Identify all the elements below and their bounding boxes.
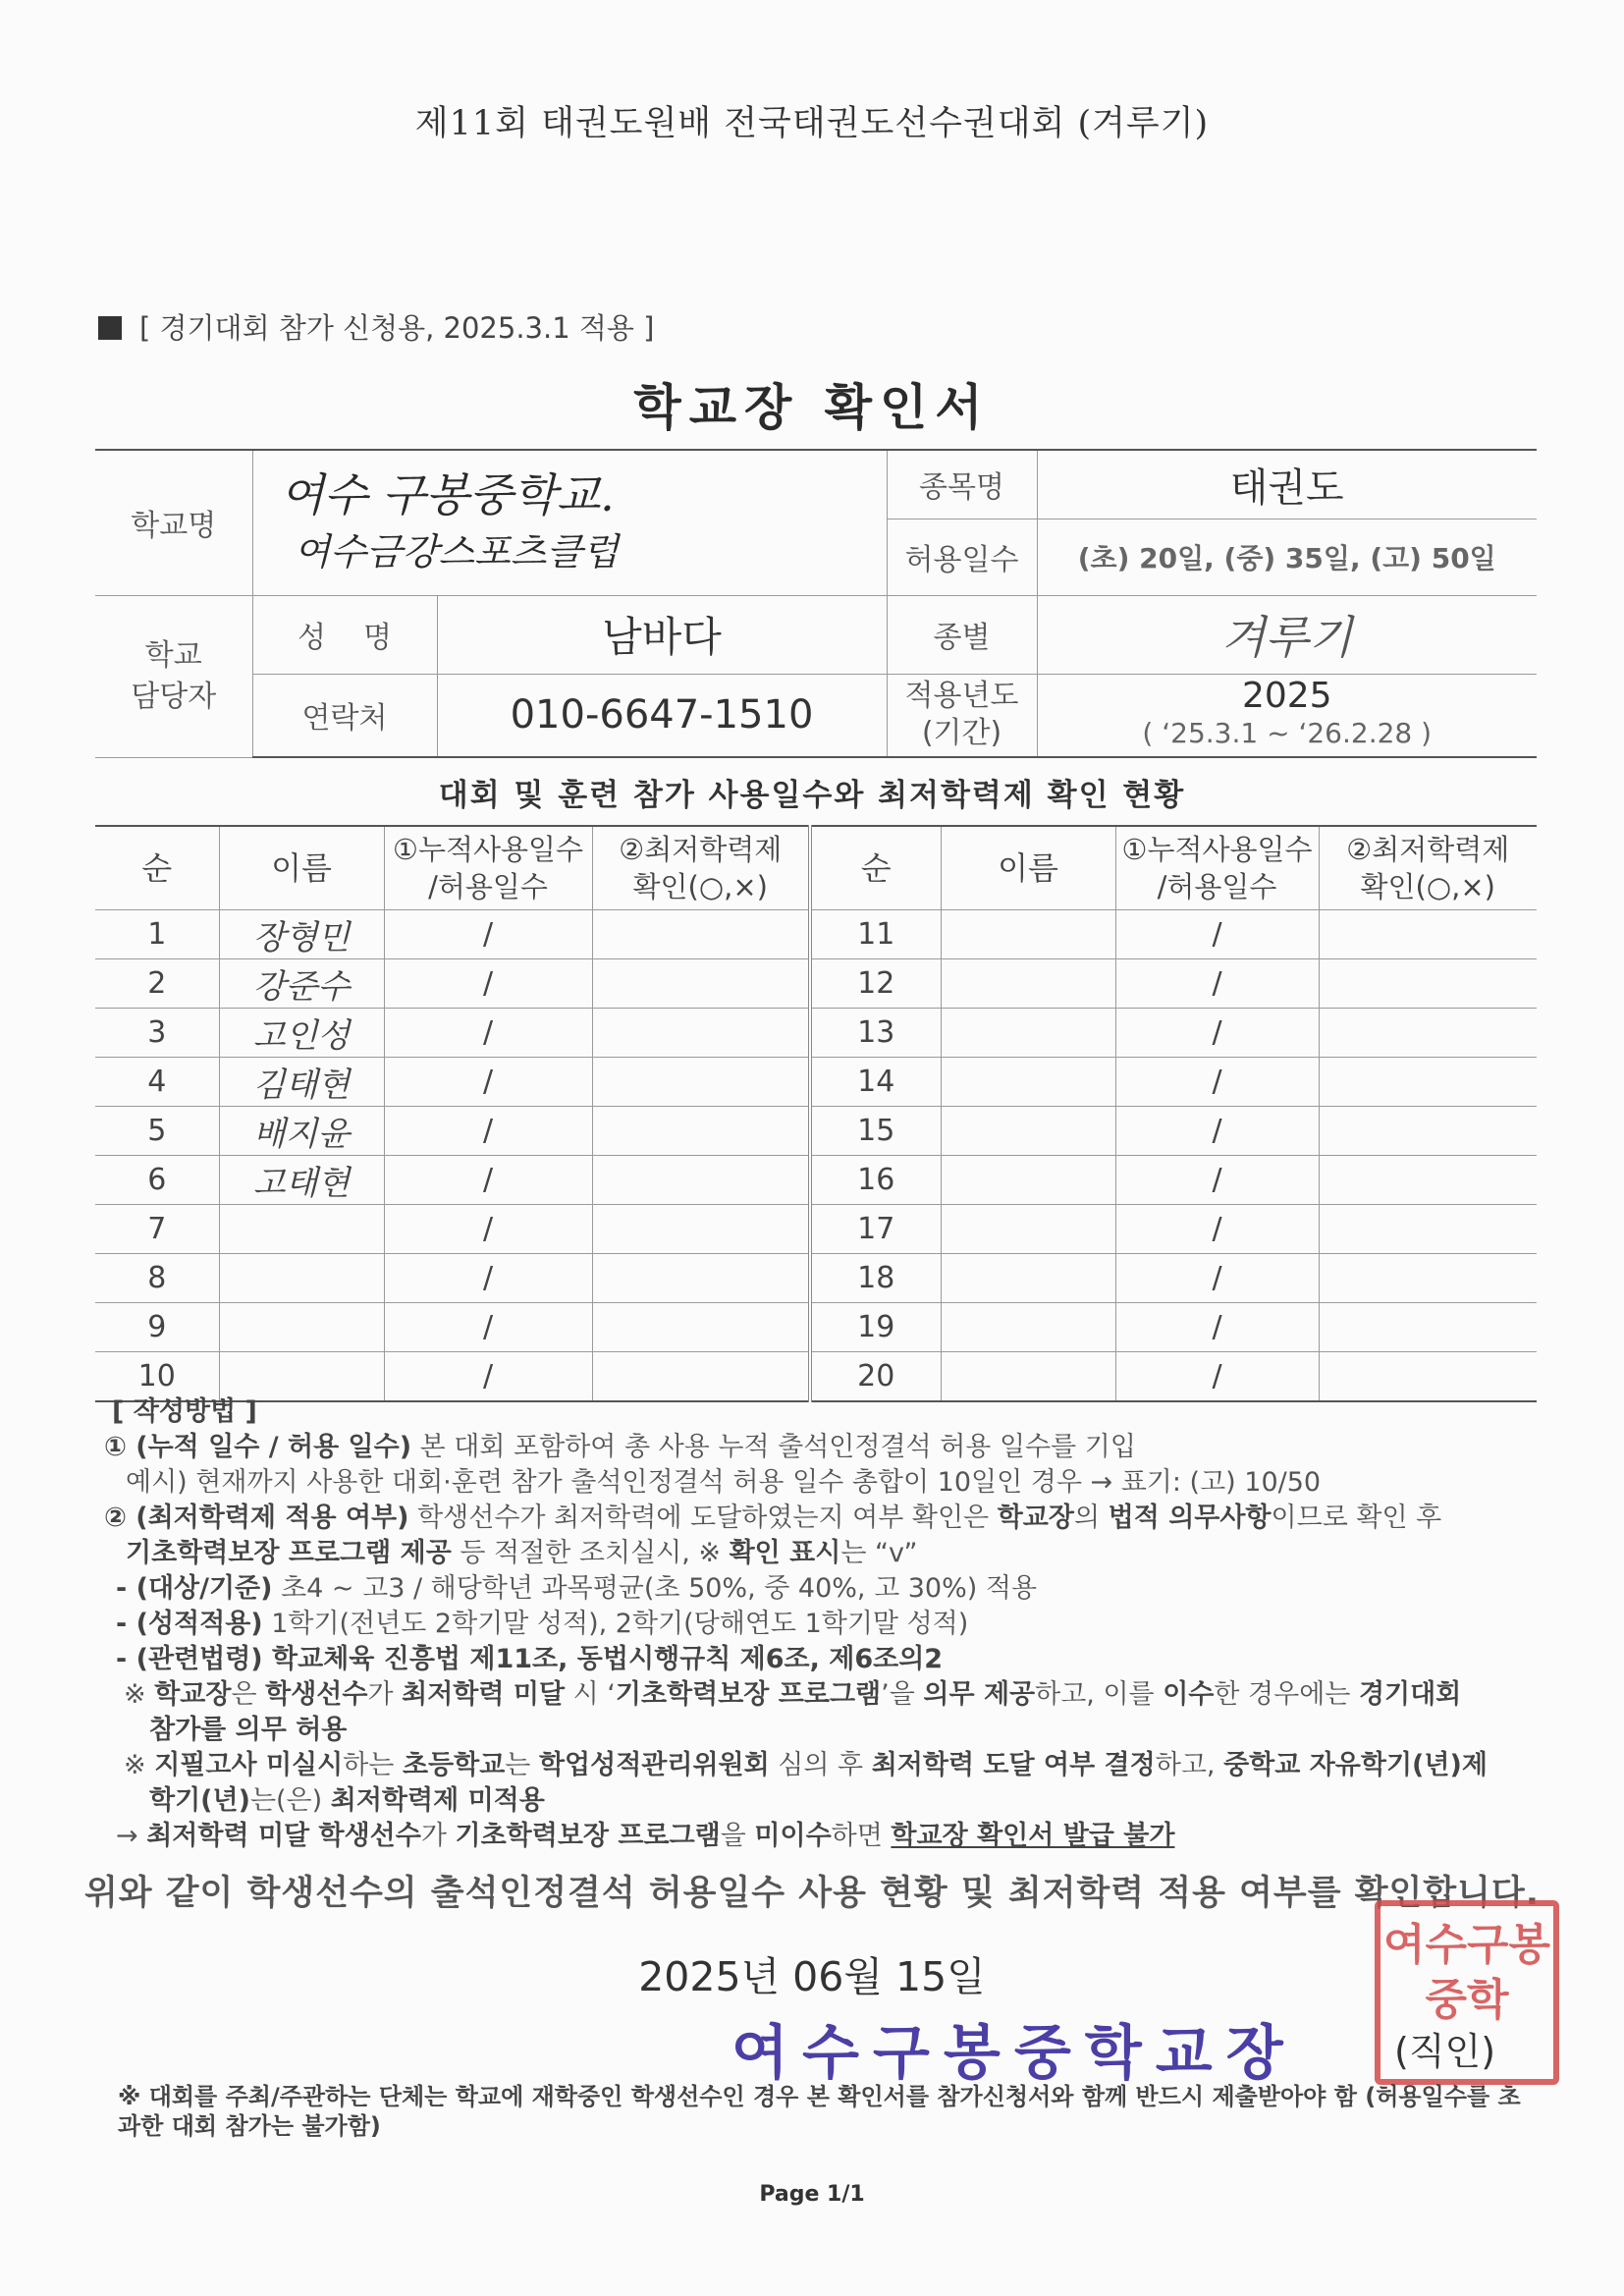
table-row <box>95 1352 1537 1402</box>
allowed-days-value: (초) 20일, (중) 35일, (고) 50일 <box>1037 519 1537 595</box>
row-no-left: 9 <box>95 1303 219 1352</box>
document-title: 학교장 확인서 <box>633 379 991 436</box>
row-name-left: 강준수 <box>219 959 384 1009</box>
manager-label <box>95 595 252 757</box>
row-name-left: 김태현 <box>219 1058 384 1107</box>
header-days-left-1: ①누적사용일수 <box>392 833 584 866</box>
row-no-left: 2 <box>95 959 219 1009</box>
table-row <box>95 910 1537 959</box>
guide-line-11: 학기(년)는(은) 최저학력제 미적용 <box>149 1785 545 1816</box>
guide-line-9: 참가를 의무 허용 <box>149 1715 348 1745</box>
guide-line-4: 기초학력보장 프로그램 제공 등 적절한 조치실시, ※ 확인 표시는 “v” <box>126 1538 918 1568</box>
header-days-left-2: /허용일수 <box>428 870 548 903</box>
row-name-left <box>219 1303 384 1352</box>
table-row <box>95 1107 1537 1156</box>
manager-label-2: 담당자 <box>131 679 217 714</box>
guide-line-12: → 최저학력 미달 학생선수가 기초학력보장 프로그램을 미이수하면 학교장 확인서 발급 불가 <box>116 1821 1175 1851</box>
row-name-left: 고태현 <box>219 1156 384 1205</box>
row-no-left: 4 <box>95 1058 219 1107</box>
row-days-right: / <box>1115 1107 1319 1156</box>
header-days-left <box>384 826 592 910</box>
seal-text: 여수구봉중학 <box>1382 1920 1550 2025</box>
row-academic-left <box>592 1254 810 1303</box>
info-table <box>95 449 1537 758</box>
row-days-right: / <box>1115 1205 1319 1254</box>
row-name-left <box>219 1254 384 1303</box>
row-no-right: 12 <box>810 959 941 1009</box>
row-days-left: / <box>384 1254 592 1303</box>
row-no-right: 11 <box>810 910 941 959</box>
row-no-left: 1 <box>95 910 219 959</box>
row-name-right <box>941 959 1115 1009</box>
guide-line-7: - (관련법령) 학교체육 진흥법 제11조, 동법시행규칙 제6조, 제6조의2 <box>116 1644 944 1674</box>
row-academic-right <box>1319 1303 1537 1352</box>
category-label: 종별 <box>887 595 1037 674</box>
table-row <box>95 1058 1537 1107</box>
row-no-left: 8 <box>95 1254 219 1303</box>
guide-line-10: ※ 지필고사 미실시하는 초등학교는 학업성적관리위원회 심의 후 최저학력 도달 여부 결정하고, 중학교 자유학기(년)제 <box>124 1750 1488 1780</box>
row-academic-right <box>1319 1205 1537 1254</box>
sport-value: 태권도 <box>1037 450 1537 519</box>
guide-heading: [ 작성방법 ] <box>112 1396 257 1427</box>
row-no-right: 18 <box>810 1254 941 1303</box>
roster-table <box>95 825 1537 1402</box>
row-no-right: 17 <box>810 1205 941 1254</box>
row-days-left: / <box>384 1303 592 1352</box>
school-name-cell <box>252 450 887 595</box>
seal-label: (직인) <box>1394 2030 1496 2073</box>
row-days-right: / <box>1115 1009 1319 1058</box>
row-days-right: / <box>1115 959 1319 1009</box>
table-row <box>95 959 1537 1009</box>
header-days-right-2: /허용일수 <box>1157 870 1277 903</box>
header-days-right-1: ①누적사용일수 <box>1121 833 1313 866</box>
row-name-right <box>941 1205 1115 1254</box>
guide-line-8: ※ 학교장은 학생선수가 최저학력 미달 시 ‘기초학력보장 프로그램’을 의무 제공하고, 이를 이수한 경우에는 경기대회 <box>124 1679 1462 1710</box>
row-academic-right <box>1319 910 1537 959</box>
school-name-line2: 여수금강스포츠클럽 <box>294 530 619 574</box>
row-name-right <box>941 1058 1115 1107</box>
row-name-left: 배지윤 <box>219 1107 384 1156</box>
confirmation-statement: 위와 같이 학생선수의 출석인정결석 허용일수 사용 현황 및 최저학력 적용 여부를 확인합니다. <box>83 1874 1541 1913</box>
square-bullet-icon <box>98 316 122 340</box>
row-academic-left <box>592 1058 810 1107</box>
principal-name-stamp: 여수구봉중학교장 <box>731 2019 1297 2088</box>
table-row <box>95 1205 1537 1254</box>
row-days-left: / <box>384 1009 592 1058</box>
guide-line-3: ② (최저학력제 적용 여부) 학생선수가 최저학력에 도달하였는지 여부 확인은 학교장의 법적 의무사항이므로 확인 후 <box>104 1503 1442 1533</box>
header-academic-right-1: ②최저학력제 <box>1346 833 1510 866</box>
header-days-right <box>1115 826 1319 910</box>
contact-label: 연락처 <box>252 674 437 757</box>
row-academic-left <box>592 1009 810 1058</box>
row-days-right: / <box>1115 910 1319 959</box>
table-row <box>95 1156 1537 1205</box>
table-row <box>95 1009 1537 1058</box>
row-academic-right <box>1319 959 1537 1009</box>
header-academic-left-2: 확인(○,×) <box>632 870 768 903</box>
row-academic-left <box>592 910 810 959</box>
contact-value: 010-6647-1510 <box>437 674 887 757</box>
row-name-right <box>941 1254 1115 1303</box>
manager-label-1: 학교 <box>144 637 202 673</box>
row-academic-right <box>1319 1058 1537 1107</box>
header-no-left: 순 <box>95 826 219 910</box>
category-value: 겨루기 <box>1037 595 1537 674</box>
row-no-right: 13 <box>810 1009 941 1058</box>
header-academic-right-2: 확인(○,×) <box>1360 870 1495 903</box>
guide-line-5: - (대상/기준) 초4 ~ 고3 / 해당학년 과목평균(초 50%, 중 40%, 고 30%) 적용 <box>116 1573 1038 1604</box>
row-name-left: 고인성 <box>219 1009 384 1058</box>
allowed-days-label: 허용일수 <box>887 519 1037 595</box>
row-academic-left <box>592 1303 810 1352</box>
row-academic-left <box>592 1156 810 1205</box>
row-days-left: / <box>384 910 592 959</box>
form-tag-text: [ 경기대회 참가 신청용, 2025.3.1 적용 ] <box>139 311 655 345</box>
row-no-left: 6 <box>95 1156 219 1205</box>
row-academic-right <box>1319 1009 1537 1058</box>
name-label: 성 명 <box>252 595 437 674</box>
guide-line-1: ① (누적 일수 / 허용 일수) 본 대회 포함하여 총 사용 누적 출석인정결석 허용 일수를 기입 <box>104 1432 1136 1462</box>
year-label-1: 적용년도 <box>904 679 1019 714</box>
header-academic-right <box>1319 826 1537 910</box>
row-no-left: 3 <box>95 1009 219 1058</box>
year-label-2: (기간) <box>921 716 1002 751</box>
row-no-left: 10 <box>95 1352 219 1402</box>
row-academic-right <box>1319 1156 1537 1205</box>
row-days-left: / <box>384 1156 592 1205</box>
row-no-left: 7 <box>95 1205 219 1254</box>
row-name-left: 장형민 <box>219 910 384 959</box>
row-no-right: 15 <box>810 1107 941 1156</box>
form-tag <box>98 306 654 347</box>
sport-label: 종목명 <box>887 450 1037 519</box>
row-name-right <box>941 1156 1115 1205</box>
table-row <box>95 1254 1537 1303</box>
row-academic-left <box>592 1107 810 1156</box>
year-label <box>887 674 1037 757</box>
row-name-right <box>941 910 1115 959</box>
row-days-right: / <box>1115 1156 1319 1205</box>
row-name-right <box>941 1352 1115 1402</box>
roster-header-row <box>95 826 1537 910</box>
year-period: ( ‘25.3.1 ~ ‘26.2.28 ) <box>1142 717 1433 750</box>
row-academic-left <box>592 959 810 1009</box>
row-days-left: / <box>384 1058 592 1107</box>
row-no-left: 5 <box>95 1107 219 1156</box>
row-academic-left <box>592 1352 810 1402</box>
row-name-right <box>941 1303 1115 1352</box>
school-label: 학교명 <box>95 450 252 595</box>
row-academic-right <box>1319 1107 1537 1156</box>
row-no-right: 16 <box>810 1156 941 1205</box>
table-row <box>95 1303 1537 1352</box>
row-days-left: / <box>384 959 592 1009</box>
header-name-left: 이름 <box>219 826 384 910</box>
guide-line-6: - (성적적용) 1학기(전년도 2학기말 성적), 2학기(당해연도 1학기말 성적) <box>116 1609 969 1639</box>
row-academic-left <box>592 1205 810 1254</box>
year-cell <box>1037 674 1537 757</box>
row-no-right: 14 <box>810 1058 941 1107</box>
row-academic-right <box>1319 1254 1537 1303</box>
year-value: 2025 <box>1241 676 1332 717</box>
row-name-right <box>941 1107 1115 1156</box>
footnote: ※ 대회를 주최/주관하는 단체는 학교에 재학중인 학생선수인 경우 본 확인서를 참가신청서와 함께 반드시 제출받아야 함 (허용일수를 초과한 대회 참가는 불가함) <box>118 2083 1521 2140</box>
page-number: Page 1/1 <box>759 2182 865 2207</box>
row-days-left: / <box>384 1205 592 1254</box>
header-no-right: 순 <box>810 826 941 910</box>
row-name-right <box>941 1009 1115 1058</box>
school-name-line1: 여수 구봉중학교. <box>280 468 615 522</box>
row-days-right: / <box>1115 1254 1319 1303</box>
manager-name: 남바다 <box>437 595 887 674</box>
row-days-right: / <box>1115 1352 1319 1402</box>
event-title: 제11회 태권도원배 전국태권도선수권대회 (겨루기) <box>414 104 1210 143</box>
guide-line-2: 예시) 현재까지 사용한 대회·훈련 참가 출석인정결석 허용 일수 총합이 10일인 경우 → 표기: (고) 10/50 <box>126 1467 1322 1498</box>
row-no-right: 19 <box>810 1303 941 1352</box>
row-days-left: / <box>384 1352 592 1402</box>
section-title: 대회 및 훈련 참가 사용일수와 최저학력제 확인 현황 <box>438 778 1186 813</box>
row-days-left: / <box>384 1107 592 1156</box>
issue-date: 2025년 06월 15일 <box>638 1953 986 2000</box>
header-academic-left <box>592 826 810 910</box>
header-name-right: 이름 <box>941 826 1115 910</box>
row-days-right: / <box>1115 1303 1319 1352</box>
header-academic-left-1: ②최저학력제 <box>619 833 783 866</box>
row-days-right: / <box>1115 1058 1319 1107</box>
row-academic-right <box>1319 1352 1537 1402</box>
row-no-right: 20 <box>810 1352 941 1402</box>
row-name-left <box>219 1205 384 1254</box>
